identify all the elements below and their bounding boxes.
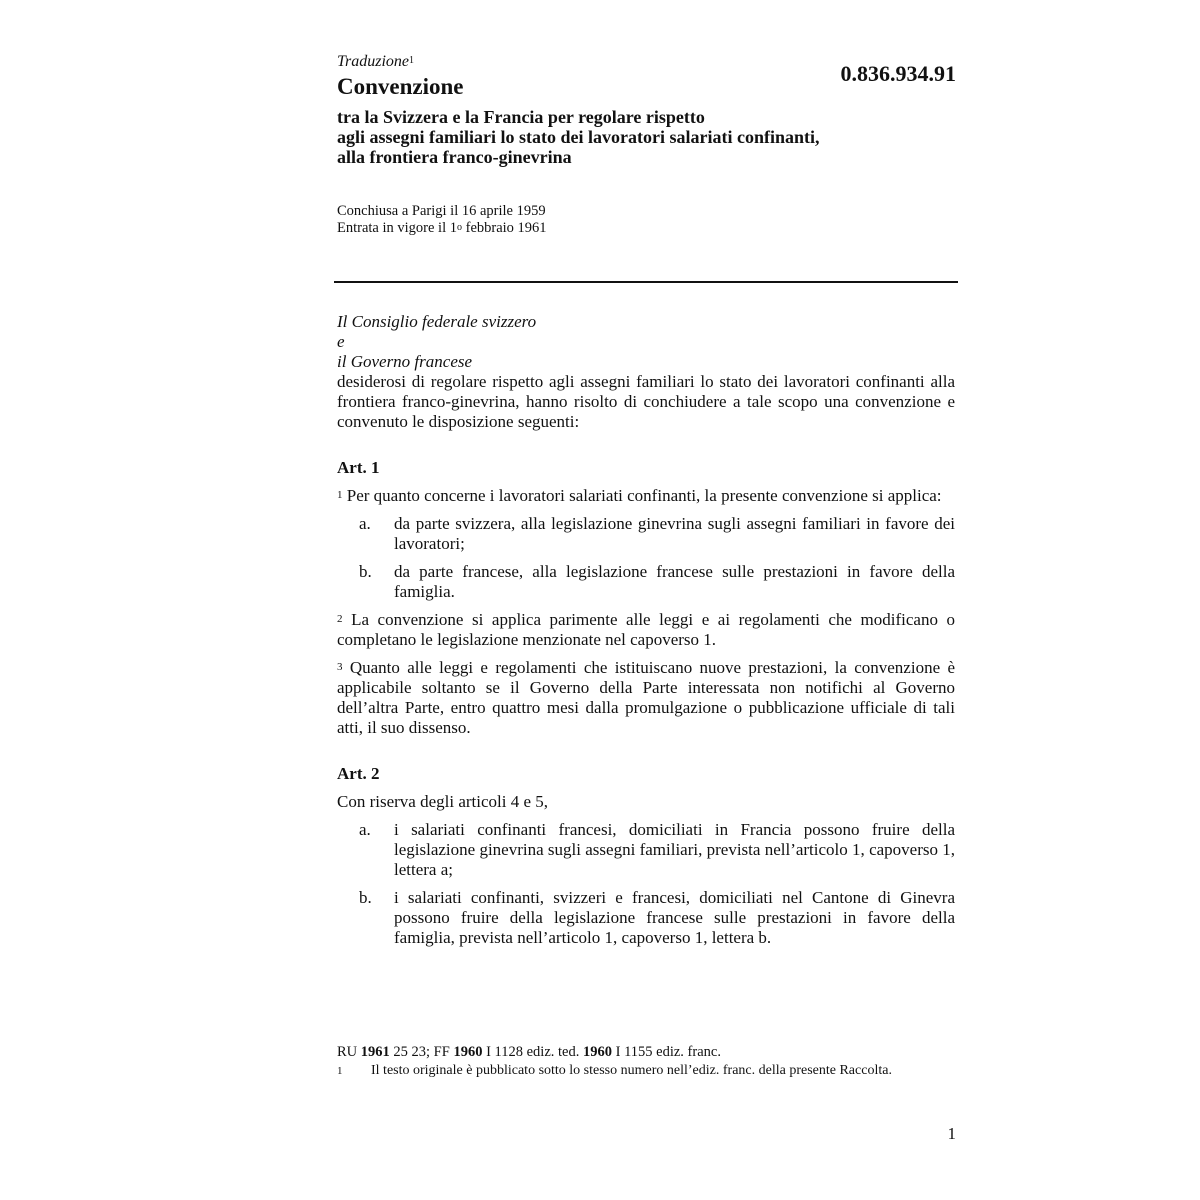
ru-prefix: RU [337, 1044, 361, 1060]
article-1-heading: Art. 1 [337, 458, 380, 477]
translation-footnote-ref[interactable]: 1 [409, 55, 415, 66]
translation-label-text: Traduzione [337, 53, 410, 70]
document-body [337, 312, 955, 948]
article-1-paragraph-2 [337, 610, 955, 650]
ru-mid: I 1128 ediz. ted. [482, 1044, 583, 1060]
footnote-1 [337, 1063, 947, 1079]
preamble-party-swiss: Il Consiglio federale svizzero [337, 312, 537, 331]
ru-mid: 25 23; FF [389, 1044, 454, 1060]
list-item [337, 562, 955, 602]
list-text: da parte svizzera, alla legislazione ginevrina sugli assegni familiari in favore dei lavoratori; [394, 514, 955, 553]
ru-end: I 1155 ediz. franc. [611, 1044, 721, 1060]
document-type: Convenzione [337, 74, 464, 99]
article-1-paragraph-3 [337, 658, 955, 738]
preamble-text: desiderosi di regolare rispetto agli assegni familiari lo stato dei lavoratori confinanti alla frontiera franco-ginevrina, hanno risolto di conchiudere a tale scopo una convenzione e convenuto le disposizione seguenti: [337, 372, 955, 431]
page-number: 1 [947, 1124, 956, 1143]
official-collection-reference [337, 1044, 947, 1060]
paragraph-number: 3 [337, 661, 343, 673]
horizontal-rule [334, 281, 958, 283]
preamble-conjunction: e [337, 332, 345, 351]
list-item [337, 888, 955, 948]
footnote-text: Il testo originale è pubblicato sotto lo stesso numero nell’ediz. franc. della presente Raccolta. [371, 1063, 892, 1078]
in-force-prefix: Entrata in vigore il 1 [337, 220, 457, 236]
document-header [337, 52, 807, 101]
footnotes [337, 1044, 947, 1079]
in-force-suffix: febbraio 1961 [462, 220, 547, 236]
list-text: i salariati confinanti francesi, domiciliati in Francia possono fruire della legislazione ginevrina sugli assegni familiari, prevista nell’articolo 1, capoverso 1, lettera a; [394, 820, 955, 879]
paragraph-number: 2 [337, 613, 343, 625]
list-item [337, 514, 955, 554]
list-letter: a. [359, 820, 371, 839]
article-2-heading: Art. 2 [337, 764, 380, 783]
footnote-mark: 1 [337, 1065, 343, 1077]
title-line: alla frontiera franco-ginevrina [337, 147, 572, 167]
paragraph-text: La convenzione si applica parimente alle leggi e ai regolamenti che modificano o completano le legislazione menzionate nel capoverso 1. [337, 610, 955, 649]
preamble-party-french: il Governo francese [337, 352, 473, 371]
list-letter: b. [359, 562, 372, 581]
list-item [337, 820, 955, 880]
title-line: agli assegni familiari lo stato dei lavoratori salariati confinanti, [337, 127, 820, 147]
paragraph-text: Quanto alle leggi e regolamenti che istituiscano nuove prestazioni, la convenzione è applicabile soltanto se il Governo della Parte interessata non notifichi al Governo dell’altra Parte, entro quattro mesi dalla promulgazione o pubblicazione ufficiale di tali atti, il suo dissenso. [337, 658, 956, 737]
ordinal-superscript: o [457, 222, 462, 233]
in-force-date [337, 220, 937, 237]
document-dates [337, 203, 937, 237]
document-title [337, 107, 977, 167]
ru-year: 1961 [360, 1044, 390, 1060]
list-letter: b. [359, 888, 372, 907]
list-letter: a. [359, 514, 371, 533]
article-1-paragraph-1 [337, 486, 955, 506]
list-text: da parte francese, alla legislazione francese sulle prestazioni in favore della famiglia. [394, 562, 955, 601]
sr-number: 0.836.934.91 [840, 61, 956, 86]
paragraph-text: Per quanto concerne i lavoratori salariati confinanti, la presente convenzione si applica: [346, 486, 942, 505]
list-text: i salariati confinanti, svizzeri e francesi, domiciliati nel Cantone di Ginevra possono fruire della legislazione francese sulle prestazioni in favore della famiglia, prevista nell’articolo 1, capoverso 1, lettera b. [394, 888, 955, 947]
translation-label [337, 52, 807, 72]
article-2-intro: Con riserva degli articoli 4 e 5, [337, 792, 549, 811]
ff-year: 1960 [453, 1044, 483, 1060]
concluded-date: Conchiusa a Parigi il 16 aprile 1959 [337, 203, 546, 219]
title-line: tra la Svizzera e la Francia per regolare rispetto [337, 107, 705, 127]
ff-year: 1960 [582, 1044, 612, 1060]
paragraph-number: 1 [337, 489, 343, 501]
